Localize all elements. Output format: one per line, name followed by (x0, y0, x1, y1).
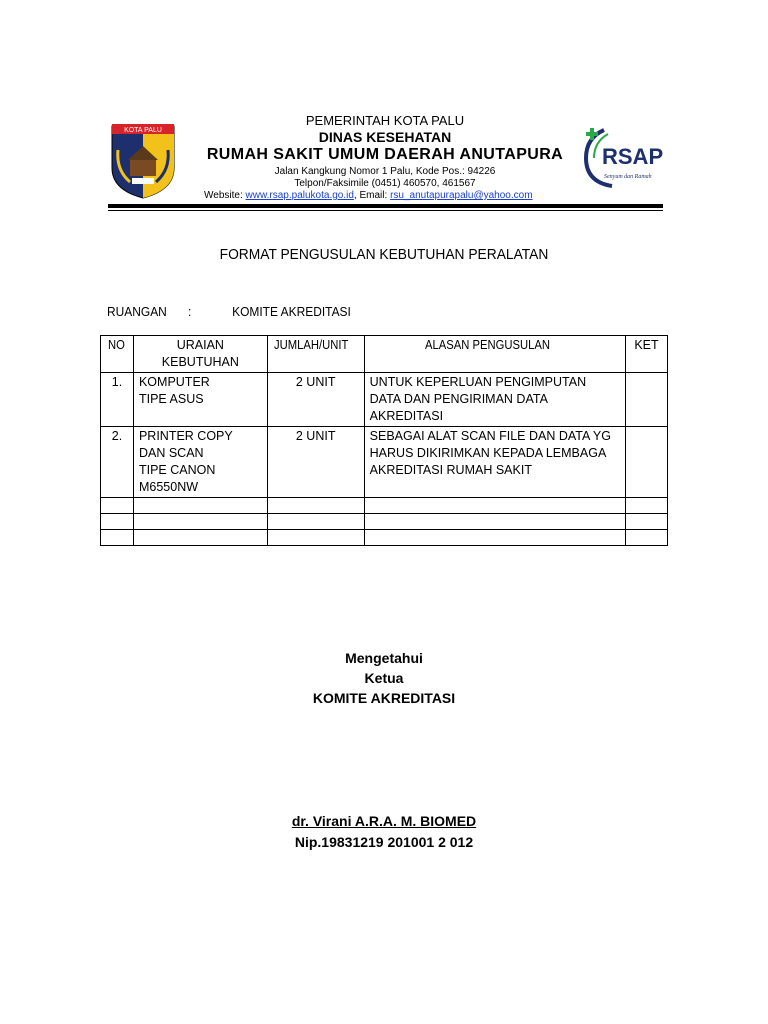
cell-note (626, 427, 668, 498)
room-label: RUANGAN (107, 304, 167, 319)
signatory-name: dr. Virani A.R.A. M. BIOMED (291, 813, 477, 829)
signatory-nip: Nip.19831219 201001 2 012 (294, 834, 474, 850)
emblem-label: KOTA PALU (124, 127, 162, 134)
table-row (101, 427, 668, 498)
room-value: KOMITE AKREDITASI (232, 304, 351, 319)
cell-no: 2. (101, 427, 134, 498)
table-row-empty (101, 514, 668, 530)
cell-reason: UNTUK KEPERLUAN PENGIMPUTAN DATA DAN PENGIRIMAN DATA AKREDITASI (364, 373, 625, 427)
website-link[interactable]: www.rsap.palukota.go.id (245, 190, 354, 201)
website-label: Website: (204, 190, 243, 201)
cell-no: 1. (101, 373, 134, 427)
contact-line: Website: www.rsap.palukota.go.id, Email: rsu_anutapurapalu@yahoo.com (204, 190, 533, 201)
header-reason: ALASAN PENGUSULAN (364, 336, 625, 373)
header-item: URAIAN KEBUTUHAN (133, 336, 267, 373)
table-row-empty (101, 530, 668, 546)
table-row-empty (101, 498, 668, 514)
room-colon: : (187, 304, 192, 319)
letterhead-divider-thin (108, 210, 663, 211)
header-no: NO (101, 336, 134, 373)
rsap-logo-icon (582, 124, 664, 190)
department-name: DINAS KESEHATAN (318, 129, 452, 145)
email-label: Email: (359, 190, 388, 201)
room-field (107, 304, 351, 319)
signature-position: Ketua (364, 670, 404, 686)
rsap-tagline: Senyum dan Ramah (604, 174, 652, 180)
hospital-address: Jalan Kangkung Nomor 1 Palu, Kode Pos.: 94226 (274, 166, 496, 177)
rsap-logo-text: RSAP (602, 144, 664, 169)
document-title: FORMAT PENGUSULAN KEBUTUHAN PERALATAN (219, 246, 549, 263)
header-qty: JUMLAH/UNIT (267, 336, 364, 373)
signature-acknowledged: Mengetahui (345, 650, 423, 666)
signature-committee: KOMITE AKREDITASI (312, 690, 456, 706)
kota-palu-emblem-icon (108, 120, 178, 200)
table-header-row (101, 336, 668, 373)
cell-qty: 2 UNIT (267, 427, 364, 498)
government-name: PEMERINTAH KOTA PALU (305, 113, 465, 128)
hospital-phone: Telpon/Faksimile (0451) 460570, 461567 (294, 178, 476, 189)
cell-reason: SEBAGAI ALAT SCAN FILE DAN DATA YG HARUS DIKIRIMKAN KEPADA LEMBAGA AKREDITASI RUMAH SAKIT (364, 427, 625, 498)
requirements-table (100, 335, 668, 546)
cell-item: KOMPUTER TIPE ASUS (133, 373, 267, 427)
hospital-name: RUMAH SAKIT UMUM DAERAH ANUTAPURA (206, 146, 564, 163)
letterhead-divider (108, 204, 663, 208)
header-note: KET (626, 336, 668, 373)
table-row (101, 373, 668, 427)
cell-note (626, 373, 668, 427)
email-link[interactable]: rsu_anutapurapalu@yahoo.com (390, 190, 533, 201)
cell-qty: 2 UNIT (267, 373, 364, 427)
cell-item: PRINTER COPY DAN SCAN TIPE CANON M6550NW (133, 427, 267, 498)
